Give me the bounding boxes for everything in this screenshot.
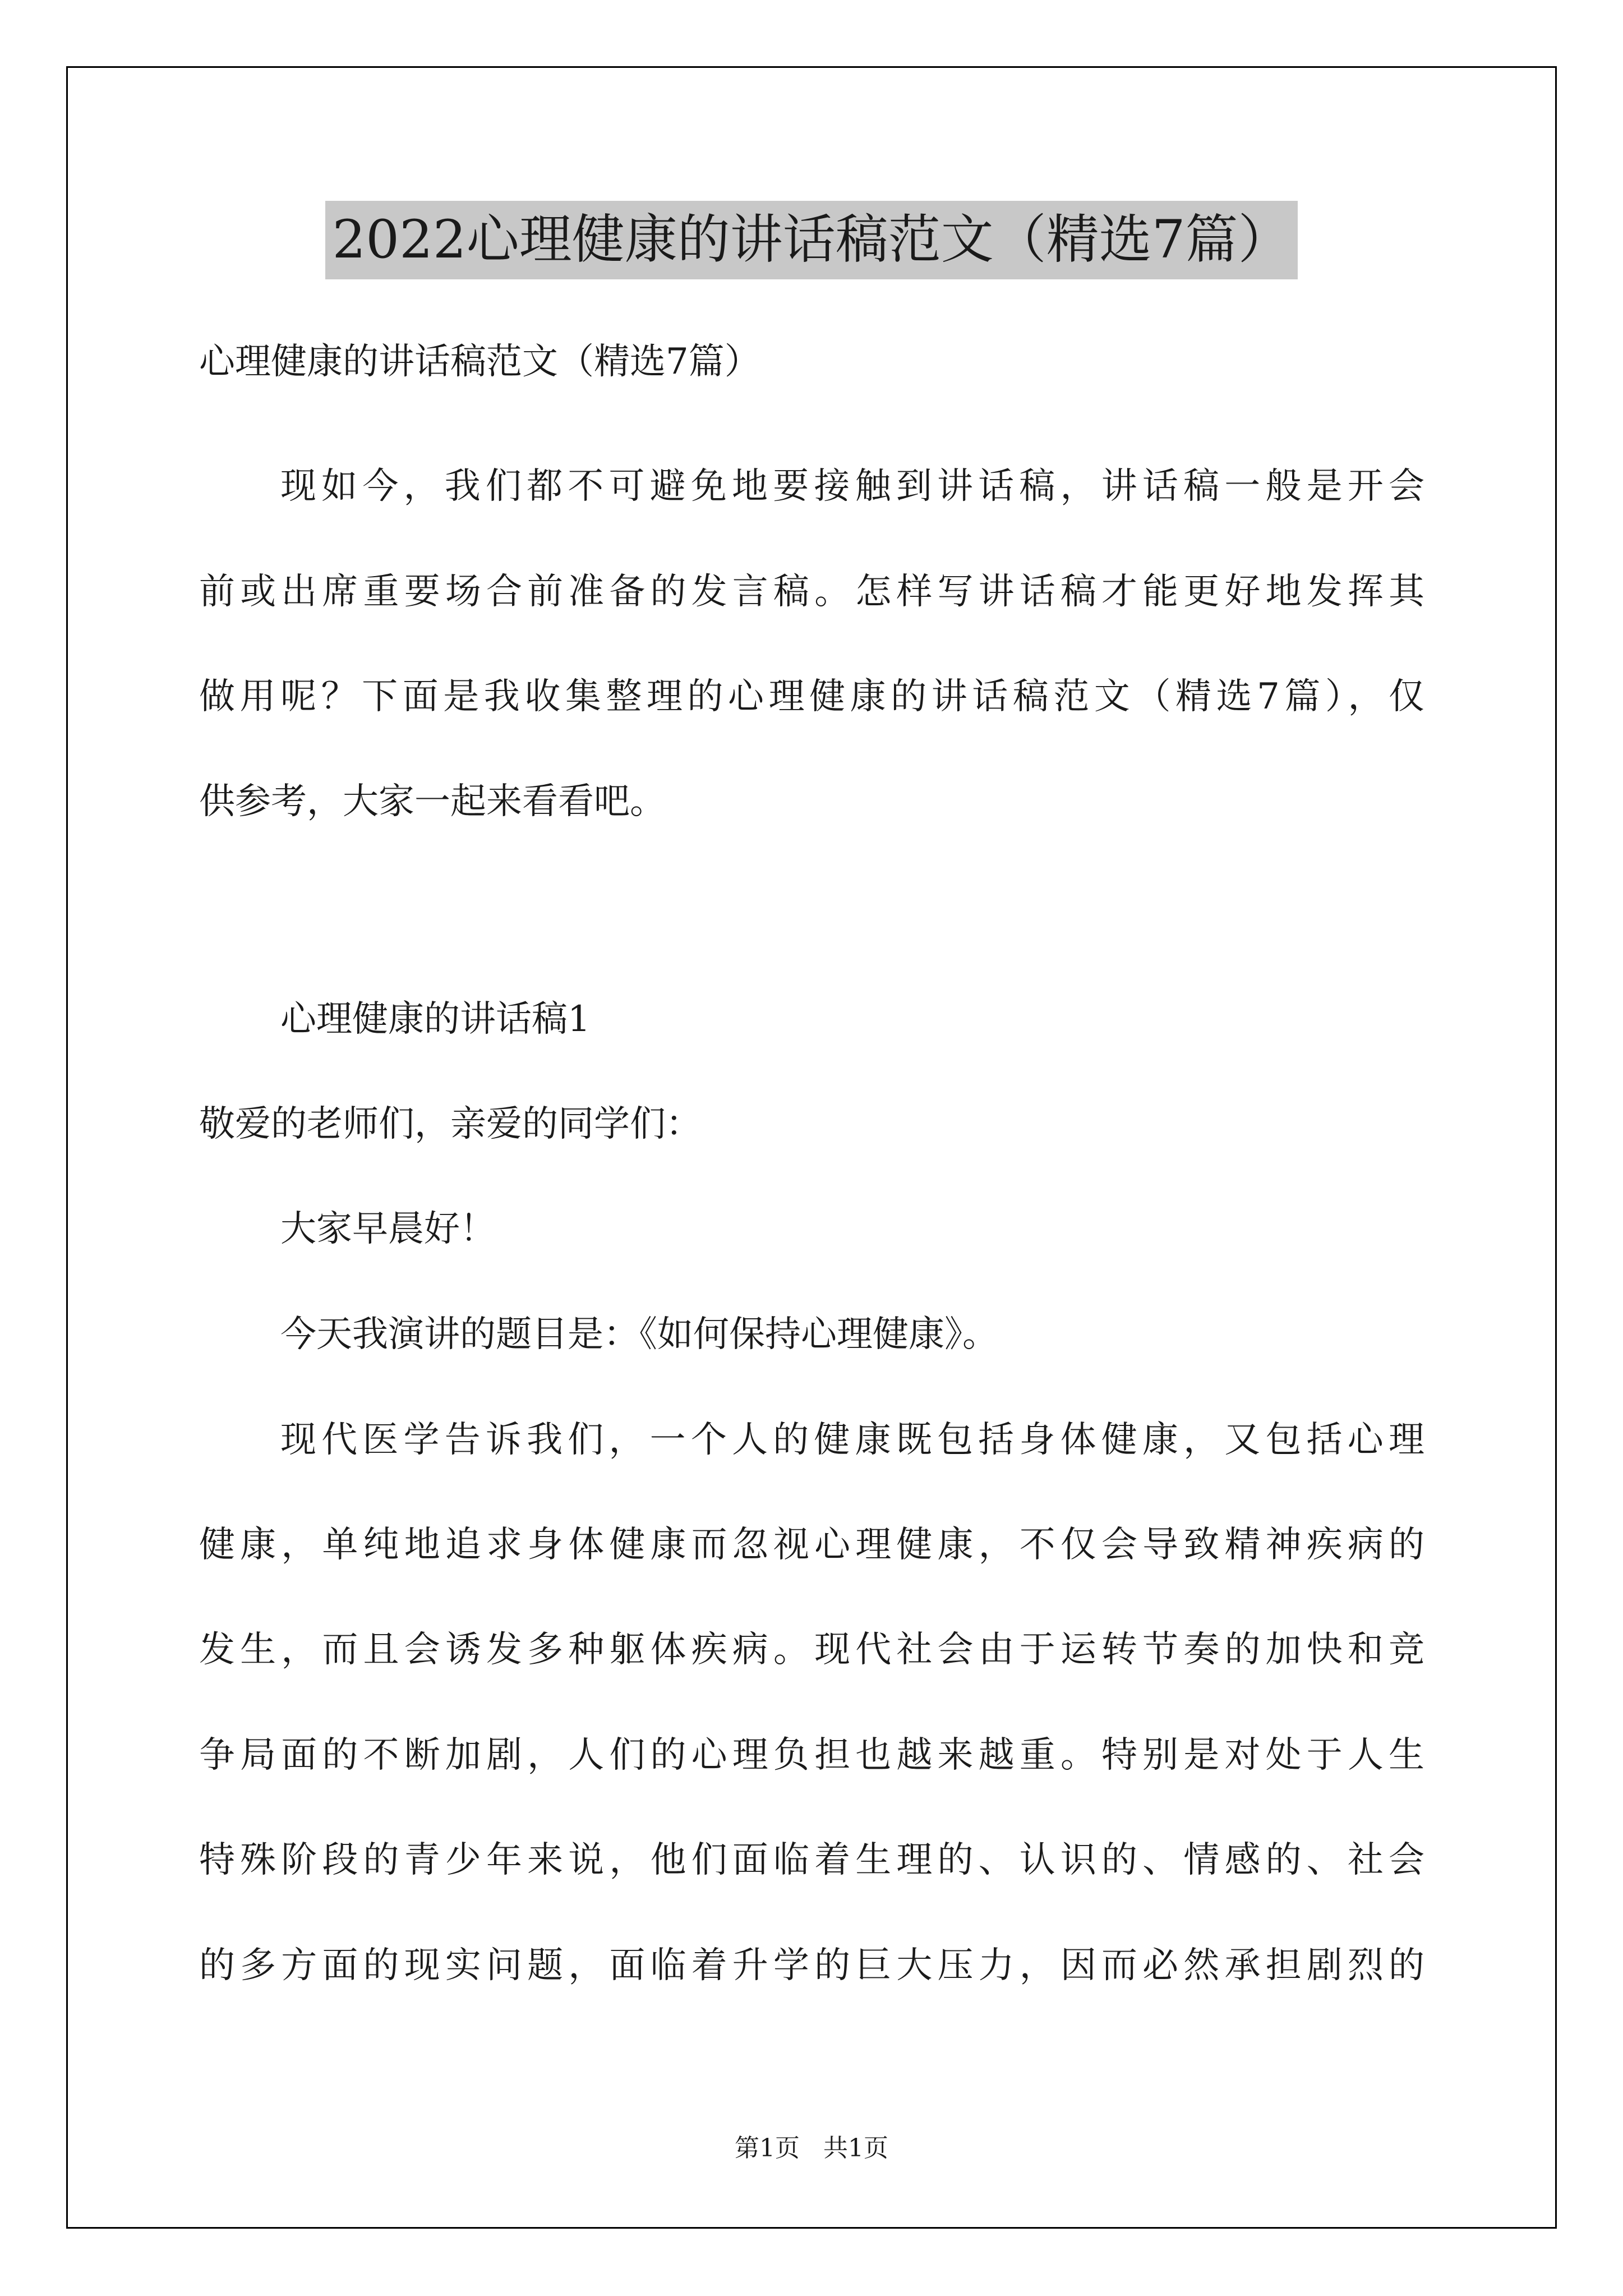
body-line: 发生，而且会诱发多种躯体疾病。现代社会由于运转节奏的加快和竞	[199, 1629, 1424, 1671]
body-line: 的多方面的现实问题，面临着升学的巨大压力，因而必然承担剧烈的	[199, 1945, 1424, 1986]
body-line: 健康，单纯地追求身体健康而忽视心理健康，不仅会导致精神疾病的	[199, 1524, 1424, 1566]
intro-line: 做用呢？下面是我收集整理的心理健康的讲话稿范文（精选7篇），仅	[199, 676, 1424, 717]
section-heading: 心理健康的讲话稿1	[280, 999, 591, 1040]
subtitle: 心理健康的讲话稿范文（精选7篇）	[199, 341, 760, 383]
greeting: 大家早晨好！	[280, 1208, 496, 1250]
topic-line: 今天我演讲的题目是：《如何保持心理健康》。	[280, 1314, 998, 1355]
document-title: 2022心理健康的讲话稿范文（精选7篇）	[325, 201, 1297, 279]
body-line: 现代医学告诉我们，一个人的健康既包括身体健康，又包括心理	[280, 1419, 1424, 1461]
salutation: 敬爱的老师们，亲爱的同学们：	[199, 1103, 702, 1145]
body-line: 特殊阶段的青少年来说，他们面临着生理的、认识的、情感的、社会	[199, 1839, 1424, 1881]
intro-line: 供参考，大家一起来看看吧。	[199, 781, 666, 822]
title-container	[0, 201, 1623, 279]
intro-line: 前或出席重要场合前准备的发言稿。怎样写讲话稿才能更好地发挥其	[199, 571, 1424, 613]
page-footer: 第1页 共1页	[735, 2134, 888, 2162]
body-line: 争局面的不断加剧，人们的心理负担也越来越重。特别是对处于人生	[199, 1734, 1424, 1776]
intro-line: 现如今，我们都不可避免地要接触到讲话稿，讲话稿一般是开会	[280, 466, 1424, 507]
